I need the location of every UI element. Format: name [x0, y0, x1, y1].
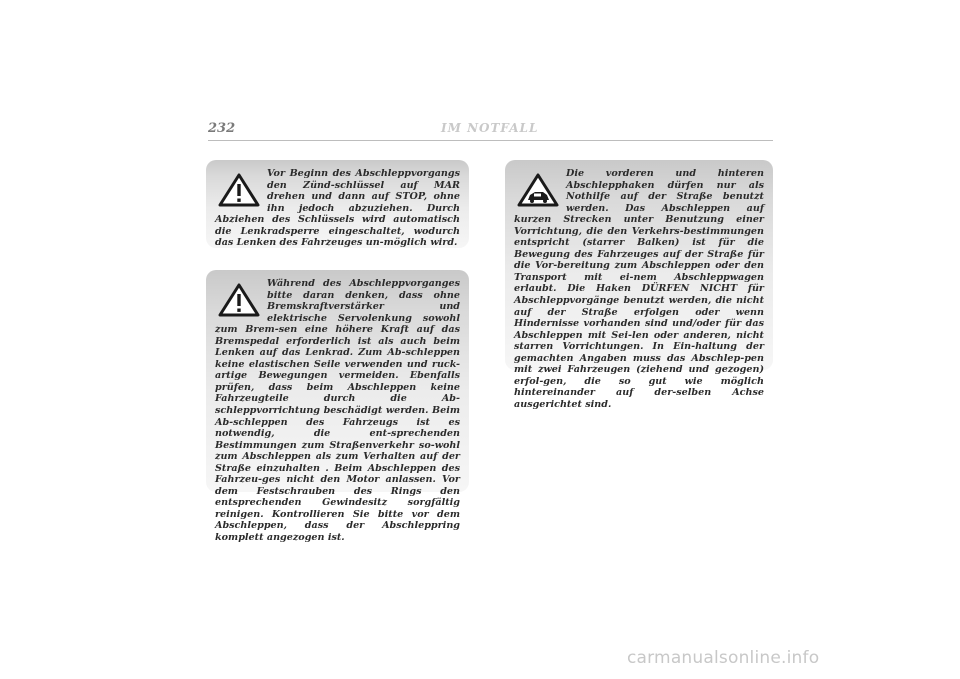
header-rule: [208, 140, 773, 141]
warning-triangle-icon: [217, 282, 263, 320]
warning-box-towing-steering: [206, 270, 469, 544]
warning-box-tow-hooks: [505, 160, 773, 410]
warning-text: Vor Beginn des Abschleppvorgangs den Zünd-schlüssel auf MAR drehen und dann auf STOP, ohne ihn jedoch abzuziehen. Durch Abziehen des Schlüssels wird automatisch die Lenkradsperre eingeschaltet, wodurch das Lenken des Fahrzeuges un-möglich wird.: [215, 168, 460, 249]
warning-text: Die vorderen und hinteren Abschlepphaken dürfen nur als Nothilfe auf der Straße benutzt werden. Das Abschleppen auf kurzen Strecken unter Benutzung einer Vorrichtung, die den Verkehrs-bestimmungen entspricht (starrer Balken) ist für die Bewegung des Fahrzeuges auf der Straße für die Vor-bereitung zum Abschleppen oder den Transport mit ei-nem Abschleppwagen erlaubt. Die Haken DÜRFEN NICHT für Abschleppvorgänge benutzt werden, die nicht auf der Straße erfolgen oder wenn Hindernisse vorhanden sind und/oder für das Abschleppen mit Sei-len oder anderen, nicht starren Vorrichtungen. In Ein-haltung der gemachten Angaben muss das Abschlep-pen mit zwei Fahrzeugen (ziehend und gezogen) erfol-gen, die so gut wie möglich hintereinander auf der-selben Achse ausgerichtet sind.: [514, 168, 764, 410]
warning-triangle-icon: [217, 172, 263, 210]
watermark: carmanualsonline.info: [627, 648, 820, 668]
warning-text: Während des Abschleppvorganges bitte daran denken, dass ohne Bremskraftverstärker und elektrische Servolenkung sowohl zum Brem-sen eine höhere Kraft auf das Bremspedal erforderlich ist als auch beim Lenken auf das Lenkrad. Zum Ab-schleppen keine elastischen Seile verwenden und ruck-artige Bewegungen vermeiden. Ebenfalls prüfen, dass beim Abschleppen keine Fahrzeugteile durch die Ab-schleppvorrichtung beschädigt werden. Beim Ab-schleppen des Fahrzeugs ist es notwendig, die ent-sprechenden Bestimmungen zum Straßenverkehr so-wohl zum Abschleppen als zum Verhalten auf der Straße einzuhalten . Beim Abschleppen des Fahrzeu-ges nicht den Motor anlassen. Vor dem Festschrauben des Rings den entsprechenden Gewindesitz sorgfältig reinigen. Kontrollieren Sie bitte vor dem Abschleppen, dass der Abschleppring komplett angezogen ist.: [215, 278, 460, 544]
section-title: IM NOTFALL: [441, 121, 539, 135]
page-number: 232: [208, 121, 236, 136]
warning-triangle-tow-icon: [516, 172, 562, 210]
warning-box-ignition: [206, 160, 469, 248]
